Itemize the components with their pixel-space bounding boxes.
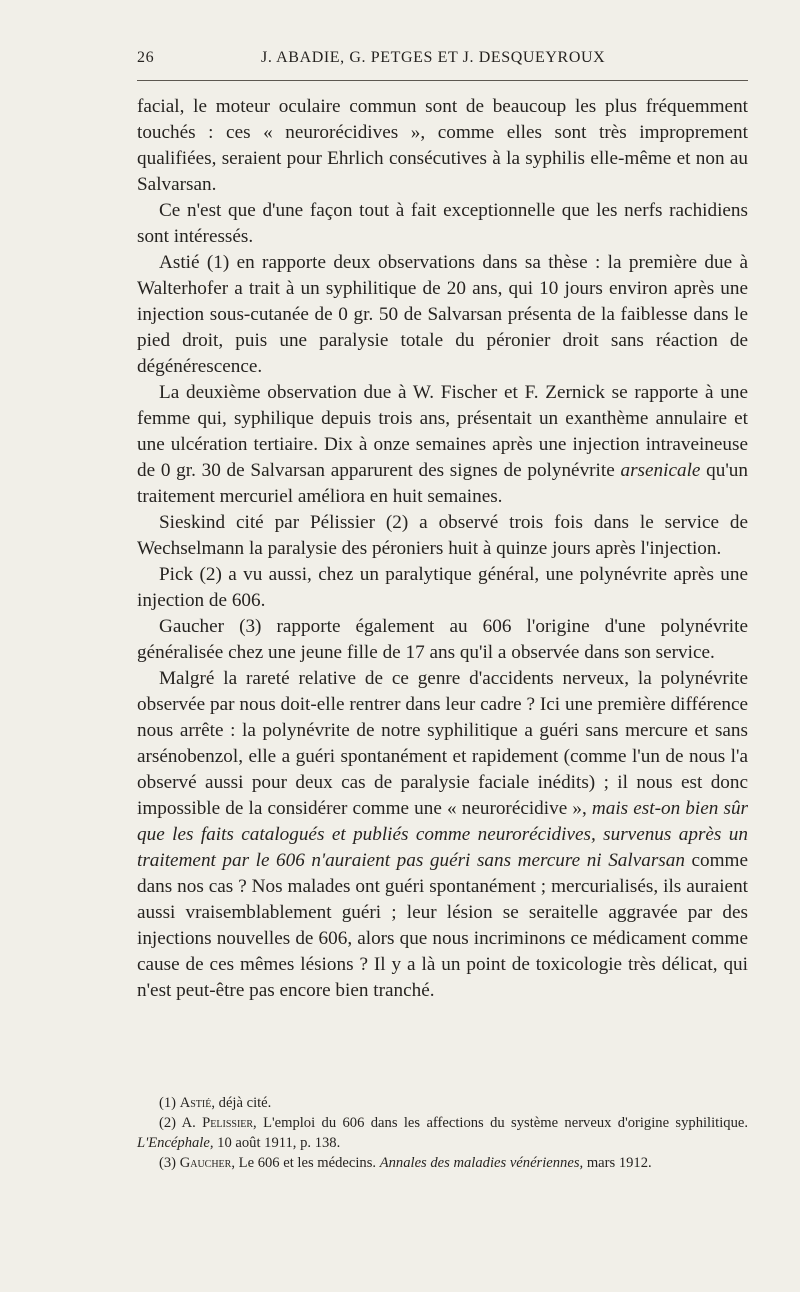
footnote-3-number: (3) <box>159 1155 177 1171</box>
paragraph-4-emphasis: arsenicale <box>620 460 701 481</box>
footnote-1-text: déjà cité. <box>218 1095 272 1111</box>
paragraph-5: Sieskind cité par Pélissier (2) a observé trois fois dans le service de Wechselmann la paralysie des péroniers huit à quinze jours après l'injection. <box>137 512 748 559</box>
footnote-1-author: Astié, <box>179 1095 215 1111</box>
paragraph-1: facial, le moteur oculaire commun sont de beaucoup les plus fréquemment touchés : ces « neurorécidives », comme elles sont très improprement qualifiées, seraient pour Ehrlich consécutives à la syphilis elle-même et non au Salvarsan. <box>137 96 748 195</box>
footnote-3-text: Le 606 et les médecins. <box>238 1155 377 1171</box>
paragraph-6: Pick (2) a vu aussi, chez un paralytique général, une polynévrite après une injection de 606. <box>137 564 748 611</box>
paragraph-4-text-a: La deuxième observation due à W. Fischer et F. Zernick se rapporte à une femme qui, syphilique depuis trois ans, présentait un exanthème annulaire et une ulcération tertiaire. Dix à onze semaines après une injection intraveineuse de 0 gr. 30 de Salvarsan apparurent des signes de polynévrite <box>137 382 748 481</box>
paragraph-3: Astié (1) en rapporte deux observations dans sa thèse : la première due à Walterhofer a trait à un syphilitique de 20 ans, qui 10 jours environ après une injection sous-cutanée de 0 gr. 50 de Salvarsan présenta de la faiblesse dans le pied droit, puis une paralysie totale du péronier droit sans réaction de dégénérescence. <box>137 252 748 377</box>
footnote-2-number: (2) A. <box>159 1115 196 1131</box>
paragraph-8-emphasis: mais est-on bien sûr que les faits catalogués et publiés comme neurorécidives, survenus après un traitement par le 606 n'auraient pas guéri sans mercure ni Salvarsan <box>137 798 749 871</box>
paragraph-7: Gaucher (3) rapporte également au 606 l'origine d'une polynévrite généralisée chez une jeune fille de 17 ans qu'il a observée dans son service. <box>137 616 748 663</box>
footnotes <box>137 1093 748 1173</box>
paragraph-4-text-b: qu'un traitement mercuriel améliora en huit semaines. <box>137 460 748 507</box>
footnote-3 <box>137 1153 748 1173</box>
footnote-1-number: (1) <box>159 1095 177 1111</box>
footnote-3-author: Gaucher, <box>179 1155 235 1171</box>
footnote-2 <box>137 1113 748 1153</box>
paragraph-8-text-b: comme dans nos cas ? Nos malades ont guéri spontanément ; mercurialisés, ils auraient aussi vraisemblablement guéri ; leur lésion se seraitelle aggravée par des injections nouvelles de 606, alors que nous incriminons ce médicament comme cause de ces mêmes lésions ? Il y a là un point de toxicologie très délicat, qui n'est peut-être pas encore bien tranché. <box>137 850 748 1001</box>
paragraph-4 <box>137 380 748 510</box>
page-number: 26 <box>137 49 155 66</box>
footnote-2-tail: 10 août 1911, p. 138. <box>217 1135 341 1151</box>
body-text <box>137 94 748 1004</box>
footnote-2-author: Pelissier, <box>202 1115 257 1131</box>
footnote-2-text: L'emploi du 606 dans les affections du système nerveux d'origine syphilitique. <box>263 1115 748 1131</box>
running-header <box>137 49 748 75</box>
running-title: J. ABADIE, G. PETGES ET J. DESQUEYROUX <box>261 49 606 66</box>
footnote-2-journal: L'Encéphale, <box>137 1135 214 1151</box>
paragraph-8 <box>137 666 748 1004</box>
paragraph-8-text-a: Malgré la rareté relative de ce genre d'accidents nerveux, la polynévrite observée par nous doit-elle rentrer dans leur cadre ? Ici une première différence nous arrête : la polynévrite de notre syphilitique a guéri sans mercure et sans arsénobenzol, elle a guéri spontanément et rapidement (comme l'un de nous l'a observé aussi pour deux cas de paralysie faciale inédits) ; il nous est donc impossible de la considérer comme une « neurorécidive », <box>137 668 748 819</box>
footnote-3-tail: mars 1912. <box>586 1155 652 1171</box>
footnote-1 <box>137 1093 748 1113</box>
paragraph-2: Ce n'est que d'une façon tout à fait exceptionnelle que les nerfs rachidiens sont intéressés. <box>137 200 748 247</box>
footnote-3-journal: Annales des maladies vénériennes, <box>379 1155 584 1171</box>
header-rule <box>137 80 748 81</box>
